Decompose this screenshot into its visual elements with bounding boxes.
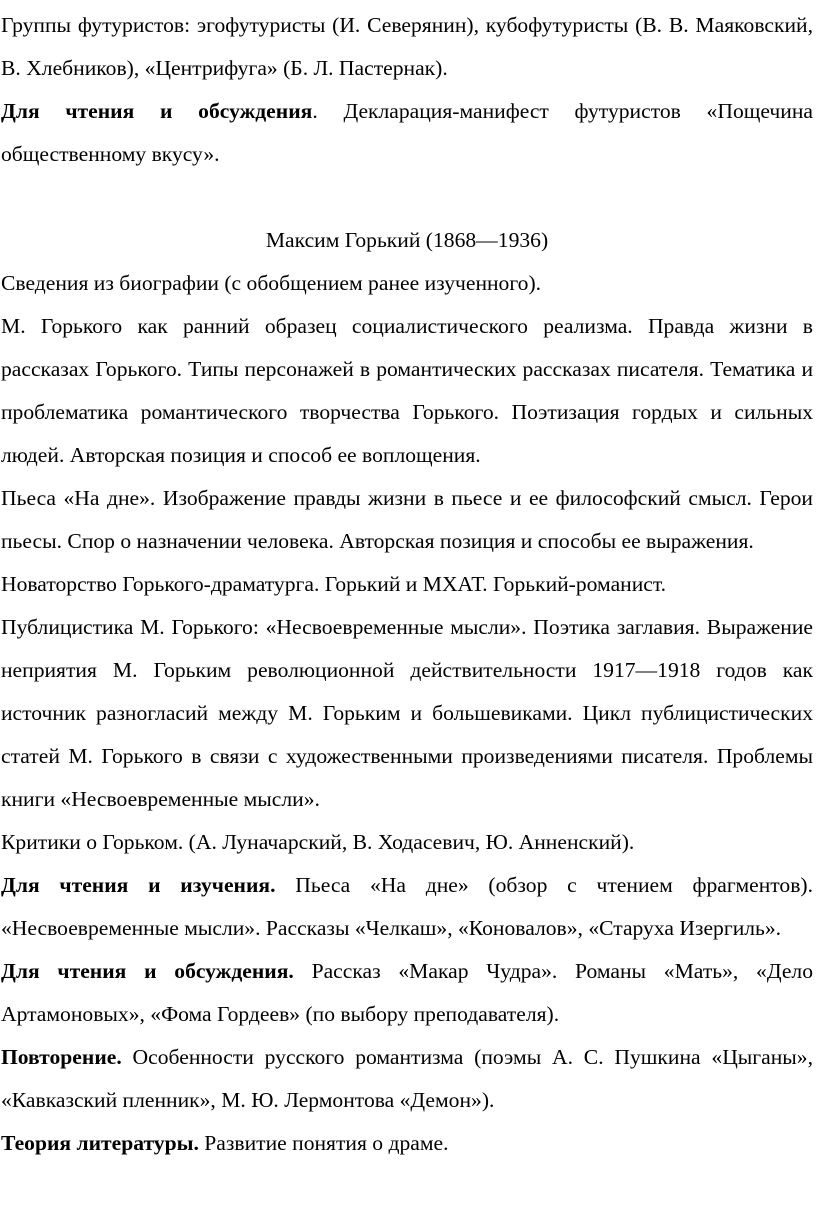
blank-line	[1, 176, 813, 219]
dramatist-paragraph: Новаторство Горького-драматурга. Горький и МХАТ. Горький-романист.	[1, 572, 667, 596]
theory-text: Развитие понятия о драме.	[198, 1131, 449, 1155]
reading-discussion-text-2: Рассказ «Макар Чудра». Романы «Мать», «Дело Артамоновых», «Фома Гордеев» (по выбору преподавателя).	[1, 959, 813, 1026]
critics-paragraph: Критики о Горьком. (А. Луначарский, В. Ходасевич, Ю. Анненский).	[1, 830, 635, 854]
reading-discussion-paragraph	[1, 90, 813, 176]
reading-study-paragraph	[1, 864, 813, 950]
theory-paragraph	[1, 1122, 813, 1165]
section-heading-gorky: Максим Горький (1868—1936)	[265, 228, 549, 252]
theory-lead: Теория литературы.	[1, 1131, 199, 1155]
realism-paragraph: М. Горького как ранний образец социалистического реализма. Правда жизни в рассказах Горького. Типы персонажей в романтических рассказах писателя. Тематика и проблематика романтического творчества Горького. Поэтизация гордых и сильных людей. Авторская позиция и способ ее воплощения.	[1, 314, 813, 467]
reading-study-lead: Для чтения и изучения.	[1, 873, 276, 897]
biography-paragraph: Сведения из биографии (с обобщением ранее изученного).	[1, 271, 542, 295]
publicism-paragraph: Публицистика М. Горького: «Несвоевременные мысли». Поэтика заглавия. Выражение неприятия М. Горьким революционной действительности 1917—1918 годов как источник разногласий между М. Горьким и большевиками. Цикл публицистических статей М. Горького в связи с художественными произведениями писателя. Проблемы книги «Несвоевременные мысли».	[1, 615, 813, 811]
reading-study-text: Пьеса «На дне» (обзор с чтением фрагментов). «Несвоевременные мысли». Рассказы «Челкаш», «Коновалов», «Старуха Изергиль».	[1, 873, 813, 940]
repetition-lead: Повторение.	[1, 1045, 122, 1069]
play-paragraph: Пьеса «На дне». Изображение правды жизни в пьесе и ее философский смысл. Герои пьесы. Спор о назначении человека. Авторская позиция и способы ее выражения.	[1, 486, 813, 553]
reading-discussion-lead-2: Для чтения и обсуждения.	[1, 959, 294, 983]
reading-discussion-text: . Декларация-манифест футуристов «Пощечина общественному вкусу».	[1, 99, 813, 166]
repetition-paragraph	[1, 1036, 813, 1122]
reading-discussion-paragraph-2	[1, 950, 813, 1036]
repetition-text: Особенности русского романтизма (поэмы А. С. Пушкина «Цыганы», «Кавказский пленник», М. Ю. Лермонтова «Демон»).	[1, 1045, 813, 1112]
futurist-groups-paragraph: Группы футуристов: эгофутуристы (И. Северянин), кубофутуристы (В. В. Маяковский, В. Хлебников), «Центрифуга» (Б. Л. Пастернак).	[1, 13, 813, 80]
reading-discussion-lead: Для чтения и обсуждения	[1, 99, 313, 123]
